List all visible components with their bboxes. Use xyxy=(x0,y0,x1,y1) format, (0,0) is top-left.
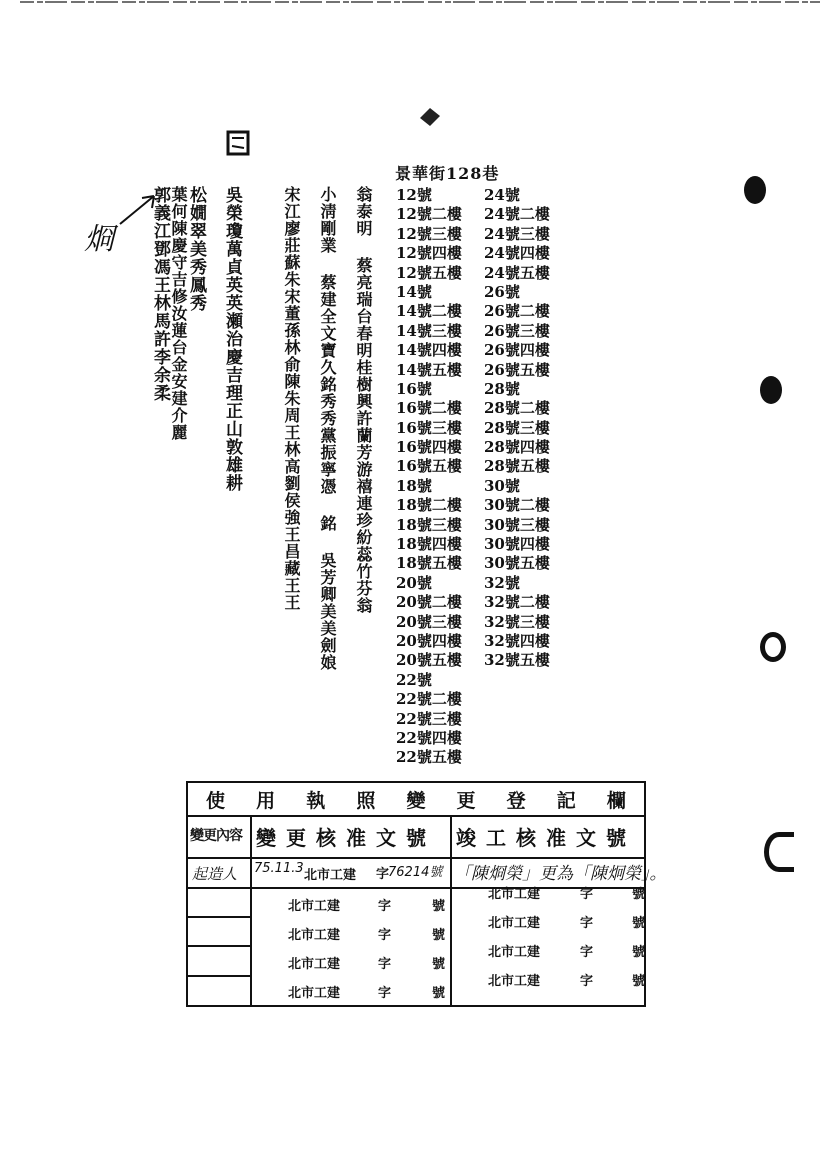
address-entry: 16號五樓 xyxy=(396,457,462,476)
register-title-char: 登 xyxy=(506,789,526,812)
address-entry: 20號五樓 xyxy=(396,651,462,670)
owner-column: 葉何陳慶守吉修汝蓮台金安建介麗 xyxy=(169,186,188,441)
address-entry: 32號四樓 xyxy=(484,631,550,650)
address-entry: 16號四樓 xyxy=(396,438,462,457)
blank-no: 號 xyxy=(632,916,646,931)
header-change-content: 變更內容 xyxy=(190,828,242,844)
address-entry: 30號二樓 xyxy=(484,496,550,515)
address-entry: 30號五樓 xyxy=(484,554,550,573)
address-entry: 28號三樓 xyxy=(484,418,550,437)
address-entry: 18號 xyxy=(396,476,432,495)
register-title-char: 照 xyxy=(356,789,376,812)
blank-char: 字 xyxy=(580,974,594,989)
register-title-char: 使 xyxy=(206,789,226,812)
blank-office: 北市工建 xyxy=(288,928,341,943)
address-entry: 22號五樓 xyxy=(396,748,462,767)
row1-completion-note: 「陳烱榮」更為「陳炯榮」。 xyxy=(454,864,667,884)
owner-column: 小淸剛業 蔡建全文寶久銘秀秀黨振寧憑 銘 吳芳卿美美劍娘 xyxy=(318,186,337,671)
divider xyxy=(188,975,250,977)
row1-content: 起造人 xyxy=(192,865,238,883)
blank-no: 號 xyxy=(432,928,446,943)
blank-char: 字 xyxy=(378,928,392,943)
register-title-char: 欄 xyxy=(606,789,626,812)
register-title-char: 用 xyxy=(256,789,276,812)
address-entry: 28號五樓 xyxy=(484,457,550,476)
address-entry: 14號五樓 xyxy=(396,360,462,379)
header-completion-approval: 竣工核准文號 xyxy=(456,826,636,850)
address-entry: 22號二樓 xyxy=(396,690,462,709)
address-entry: 26號五樓 xyxy=(484,360,550,379)
address-entry: 26號三樓 xyxy=(484,321,550,340)
row1-approval-date: 75.11.3 xyxy=(254,861,304,876)
owner-column: 翁泰明 蔡亮瑞台春明桂樹興許蘭芳游禧連珍紛蕊竹芬翁 xyxy=(354,186,373,614)
handwritten-character: 烱 xyxy=(84,222,114,257)
address-entry: 24號五樓 xyxy=(484,263,550,282)
address-entry: 26號四樓 xyxy=(484,341,550,360)
address-entry: 24號三樓 xyxy=(484,224,550,243)
punch-hole xyxy=(760,376,782,404)
address-entry: 20號三樓 xyxy=(396,612,462,631)
address-entry: 12號 xyxy=(396,186,432,204)
address-entry: 16號二樓 xyxy=(396,399,462,418)
address-entry: 32號三樓 xyxy=(484,612,550,631)
address-entry: 24號四樓 xyxy=(484,244,550,263)
punch-hole xyxy=(744,176,766,204)
owner-column: 吳榮瓊萬貞英英瀬治慶吉理正山敦雄耕 xyxy=(222,186,242,492)
address-entry: 20號二樓 xyxy=(396,593,462,612)
address-entry: 14號四樓 xyxy=(396,341,462,360)
register-header-row xyxy=(188,817,644,859)
address-entry: 18號二樓 xyxy=(396,496,462,515)
register-title-char: 記 xyxy=(556,789,576,812)
address-entry: 18號三樓 xyxy=(396,515,462,534)
blank-char: 字 xyxy=(580,916,594,931)
divider xyxy=(188,916,250,918)
blank-no: 號 xyxy=(432,957,446,972)
row1-approval-office: 北市工建 xyxy=(304,868,357,883)
blank-office: 北市工建 xyxy=(288,899,341,914)
blank-office: 北市工建 xyxy=(288,957,341,972)
address-entry: 26號二樓 xyxy=(484,302,550,321)
blank-no: 號 xyxy=(632,887,646,902)
address-entry: 22號三樓 xyxy=(396,709,462,728)
address-entry: 20號四樓 xyxy=(396,631,462,650)
address-entry: 16號 xyxy=(396,379,432,398)
address-entry: 30號三樓 xyxy=(484,515,550,534)
blank-char: 字 xyxy=(580,887,594,902)
scan-noise xyxy=(0,0,832,8)
blank-char: 字 xyxy=(378,957,392,972)
address-list-left xyxy=(396,186,462,768)
address-entry: 24號二樓 xyxy=(484,205,550,224)
blank-office: 北市工建 xyxy=(488,945,541,960)
blank-char: 字 xyxy=(580,945,594,960)
address-entry: 12號五樓 xyxy=(396,263,462,282)
blank-no: 號 xyxy=(432,986,446,1001)
blank-office: 北市工建 xyxy=(288,986,341,1001)
register-title-char: 更 xyxy=(456,789,476,812)
divider xyxy=(250,817,252,1005)
row1-approval-no: 76214號 xyxy=(388,865,443,880)
blank-char: 字 xyxy=(378,899,392,914)
address-entry: 32號二樓 xyxy=(484,593,550,612)
blank-no: 號 xyxy=(432,899,446,914)
blank-office: 北市工建 xyxy=(488,916,541,931)
register-title xyxy=(188,783,644,817)
row1-approval-char: 字 xyxy=(376,867,390,882)
punch-hole xyxy=(760,632,786,662)
punch-hole xyxy=(764,832,794,872)
address-entry: 12號三樓 xyxy=(396,224,462,243)
owner-column: 宋江廖莊蘇朱宋董孫林俞陳朱周王林高劉侯強王昌藏王王 xyxy=(282,186,301,611)
stamp-mark xyxy=(224,126,254,160)
address-entry: 12號四樓 xyxy=(396,244,462,263)
address-entry: 26號 xyxy=(484,282,520,301)
address-entry: 22號四樓 xyxy=(396,728,462,747)
blank-no: 號 xyxy=(632,974,646,989)
blank-char: 字 xyxy=(378,986,392,1001)
address-entry: 16號三樓 xyxy=(396,418,462,437)
register-title-char: 變 xyxy=(406,789,426,812)
stamp-mark xyxy=(416,104,446,130)
address-entry: 28號 xyxy=(484,379,520,398)
address-list-right xyxy=(484,186,550,671)
address-entry: 18號五樓 xyxy=(396,554,462,573)
address-entry: 22號 xyxy=(396,670,432,689)
address-entry: 30號四樓 xyxy=(484,535,550,554)
address-entry: 28號四樓 xyxy=(484,438,550,457)
address-entry: 14號三樓 xyxy=(396,321,462,340)
address-entry: 24號 xyxy=(484,186,520,204)
blank-office: 北市工建 xyxy=(488,974,541,989)
divider xyxy=(188,887,644,889)
register-title-char: 執 xyxy=(306,789,326,812)
address-entry: 12號二樓 xyxy=(396,205,462,224)
blank-no: 號 xyxy=(632,945,646,960)
owner-column: 郭義江鄧馮王林馬許李余柔 xyxy=(150,186,170,402)
owner-column: 松嫺翠美秀鳳秀 xyxy=(186,186,206,312)
divider xyxy=(450,817,452,1005)
address-entry: 14號二樓 xyxy=(396,302,462,321)
divider xyxy=(188,945,250,947)
address-entry: 20號 xyxy=(396,573,432,592)
address-entry: 30號 xyxy=(484,476,520,495)
address-entry: 28號二樓 xyxy=(484,399,550,418)
address-entry: 18號四樓 xyxy=(396,535,462,554)
address-entry: 32號 xyxy=(484,573,520,592)
blank-office: 北市工建 xyxy=(488,887,541,902)
address-entry: 32號五樓 xyxy=(484,651,550,670)
header-change-approval: 變更核准文號 xyxy=(256,826,436,850)
street-header: 景華街128巷 xyxy=(395,164,500,183)
address-entry: 14號 xyxy=(396,282,432,301)
license-change-register xyxy=(186,781,667,1007)
